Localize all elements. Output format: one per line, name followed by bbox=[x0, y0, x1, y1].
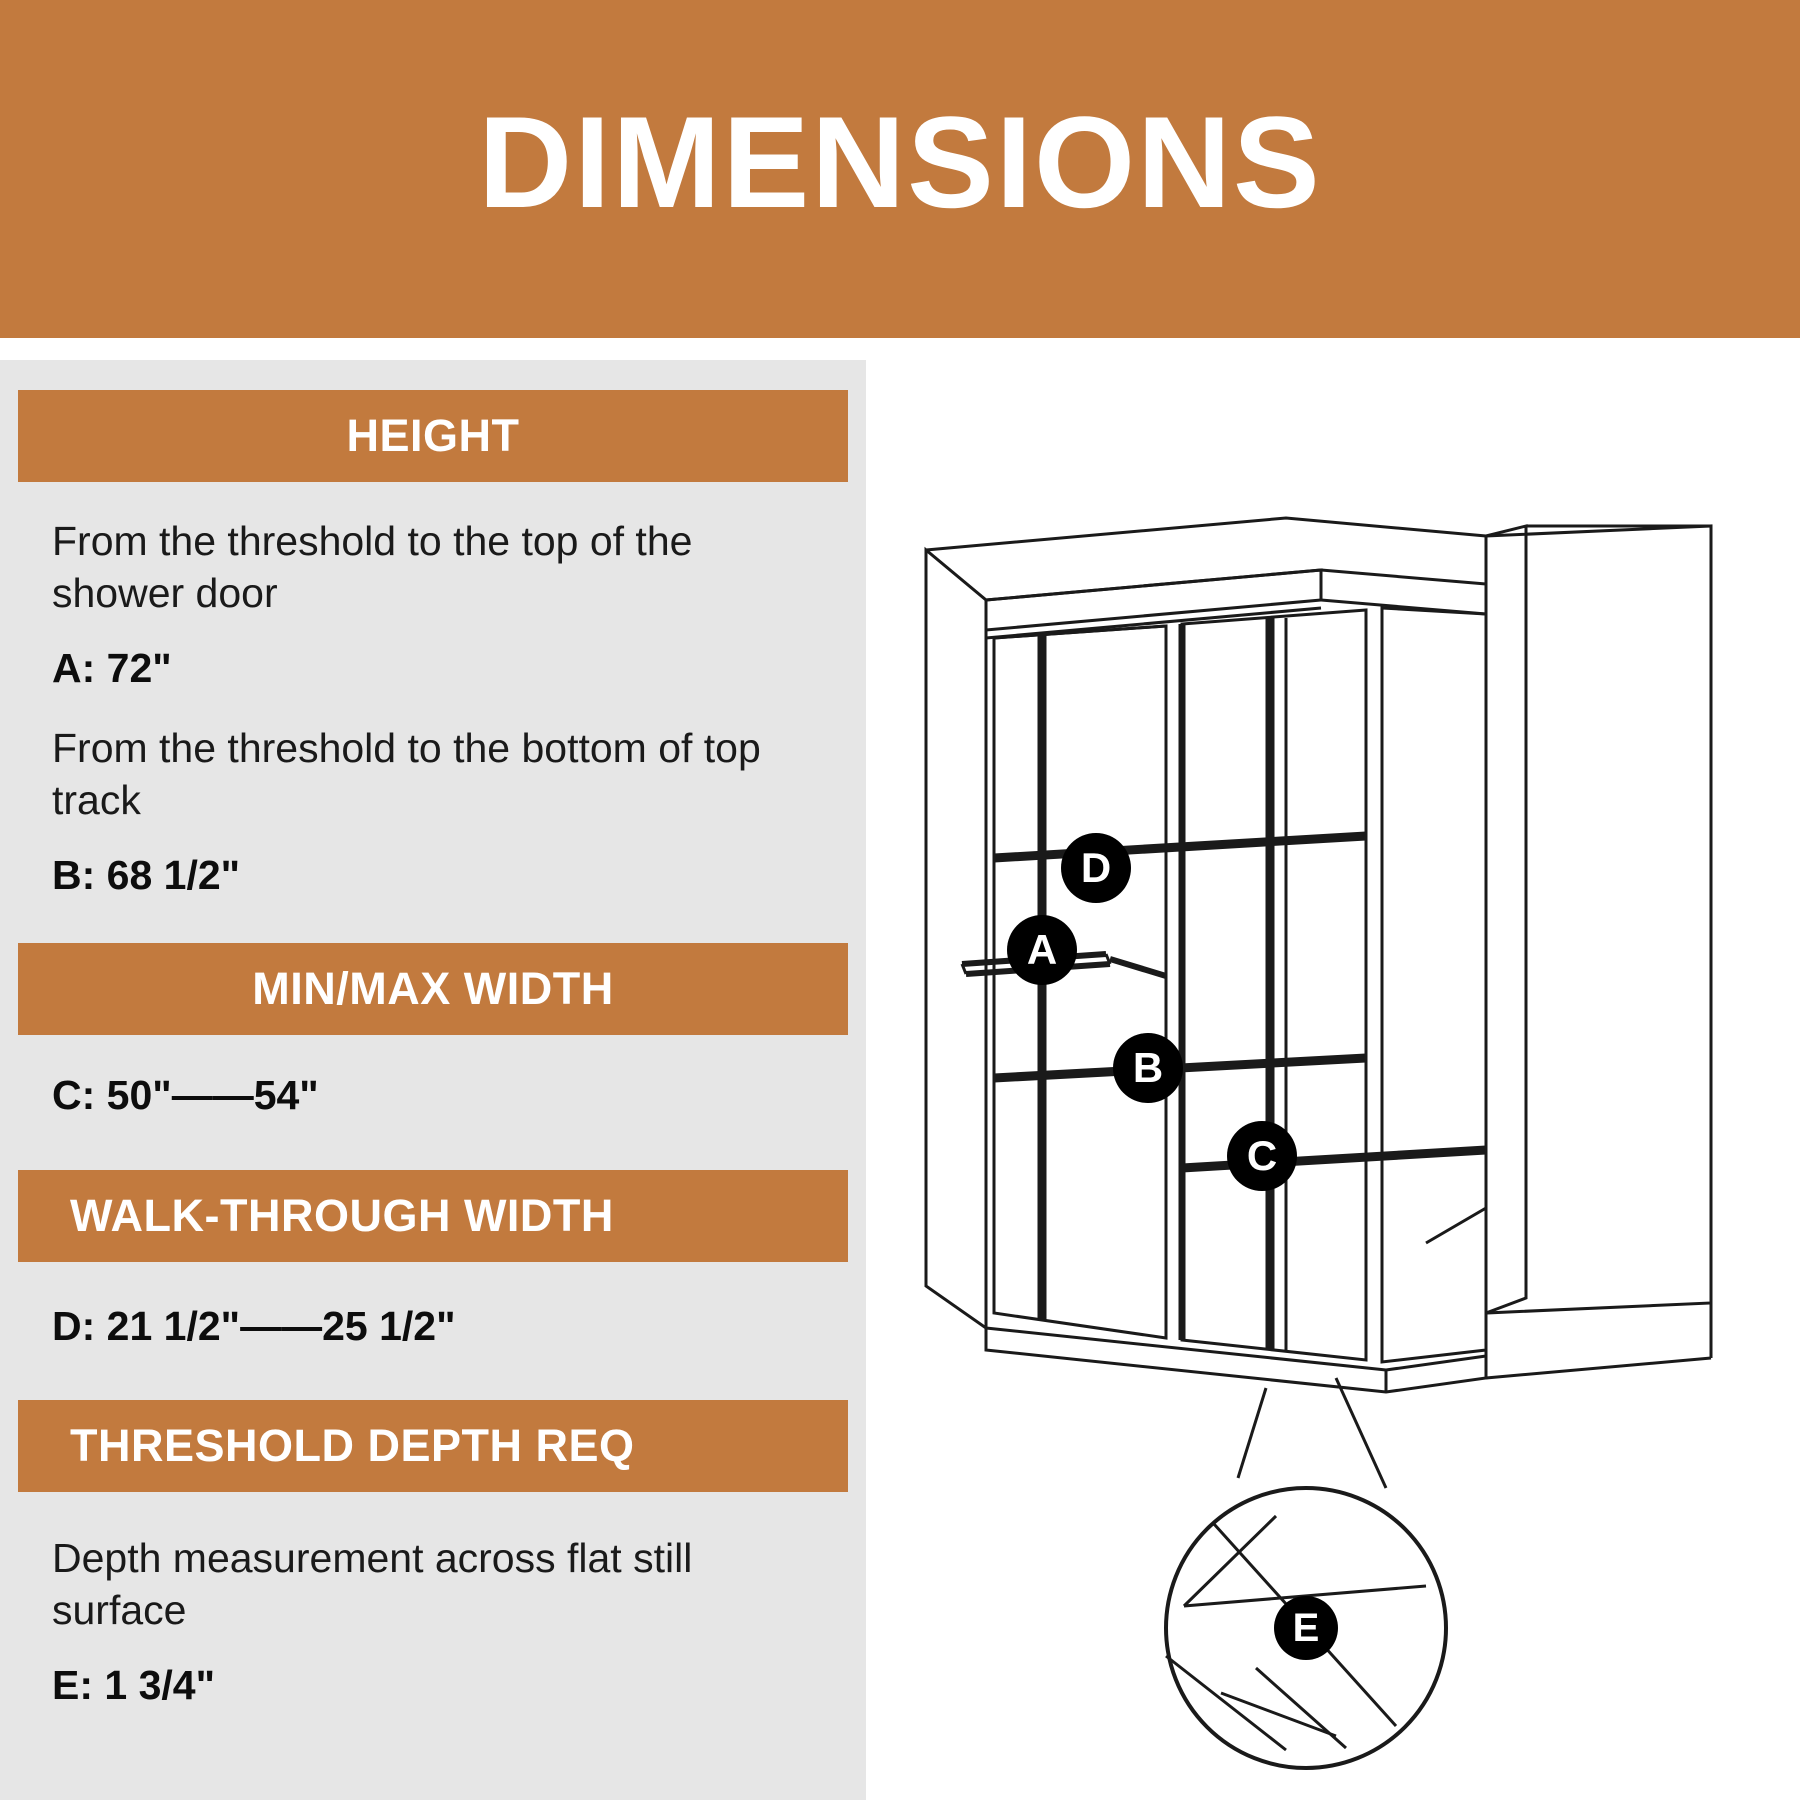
header-banner bbox=[0, 0, 1800, 338]
minmax-width-value-c: C: 50"——54" bbox=[52, 1072, 319, 1118]
callout-d bbox=[1061, 833, 1131, 903]
threshold-depth-value-e: E: 1 3/4" bbox=[52, 1662, 216, 1708]
threshold-depth-description: Depth measurement across flat still surface bbox=[52, 1535, 693, 1634]
specs-panel bbox=[0, 360, 866, 1800]
callout-a bbox=[1007, 915, 1077, 985]
svg-text:A: A bbox=[1026, 926, 1058, 973]
callout-e bbox=[1274, 1596, 1338, 1660]
callout-b bbox=[1113, 1033, 1183, 1103]
page-title: DIMENSIONS bbox=[478, 89, 1322, 235]
section-heading-threshold-depth: THRESHOLD DEPTH REQ bbox=[18, 1400, 848, 1492]
svg-text:D: D bbox=[1080, 844, 1112, 891]
svg-text:B: B bbox=[1132, 1044, 1164, 1091]
section-heading-height: HEIGHT bbox=[18, 390, 848, 482]
height-value-b: B: 68 1/2" bbox=[52, 852, 241, 898]
callout-c bbox=[1227, 1121, 1297, 1191]
shower-door-illustration bbox=[866, 338, 1800, 1800]
svg-text:C: C bbox=[1246, 1132, 1278, 1179]
walkthrough-width-value-d: D: 21 1/2"——25 1/2" bbox=[52, 1303, 456, 1349]
section-heading-walkthrough-width: WALK-THROUGH WIDTH bbox=[18, 1170, 848, 1262]
section-heading-minmax-width: MIN/MAX WIDTH bbox=[18, 943, 848, 1035]
height-value-a: A: 72" bbox=[52, 645, 172, 691]
svg-text:E: E bbox=[1292, 1606, 1320, 1650]
height-description-2: From the threshold to the bottom of top track bbox=[52, 725, 761, 824]
height-description: From the threshold to the top of the shower door bbox=[52, 518, 693, 617]
